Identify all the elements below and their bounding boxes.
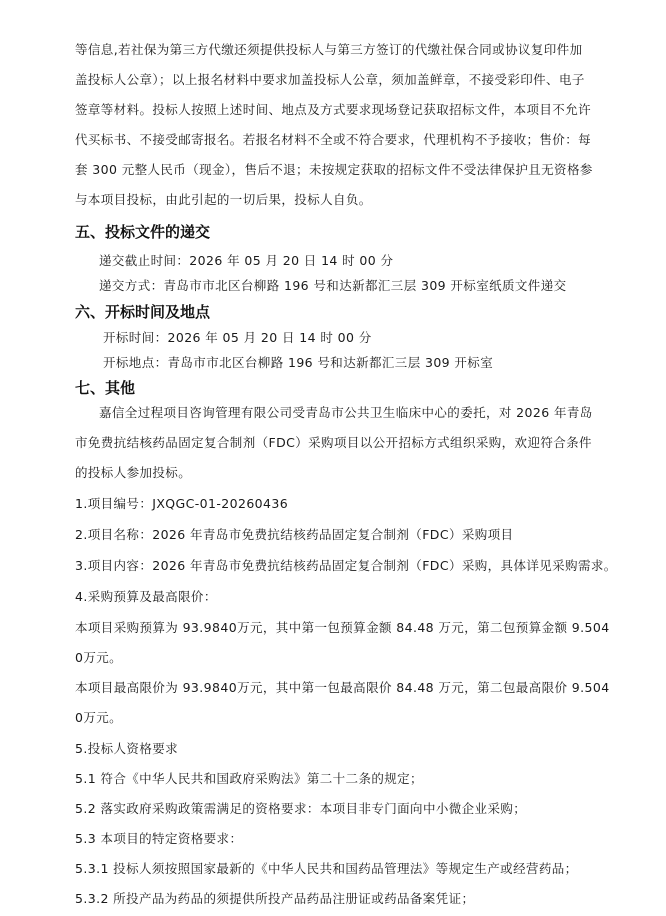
text-line: 的投标人参加投标。 xyxy=(75,465,192,480)
text-line: 代买标书、不接受邮寄报名。若报名材料不全或不符合要求，代理机构不予接收；售价：每 xyxy=(75,132,592,147)
text-line: 盖投标人公章）；以上报名材料中要求加盖投标人公章，须加盖鲜章，不接受彩印件、电子 xyxy=(75,72,585,87)
text-line: 开标地点：青岛市市北区台柳路 196 号和达新都汇三层 309 开标室 xyxy=(103,355,494,370)
list-item: 5.2 落实政府采购政策需满足的资格要求：本项目非专门面向中小微企业采购； xyxy=(75,801,527,816)
list-item: 本项目最高限价为 93.9840万元，其中第一包最高限价 84.48 万元，第二包最高限价 9.504 xyxy=(75,680,610,695)
list-item: 5.3.2 所投产品为药品的须提供所投产品药品注册证或药品备案凭证； xyxy=(75,891,475,906)
section-heading: 七、其他 xyxy=(75,379,136,397)
text-line: 与本项目投标，由此引起的一切后果，投标人自负。 xyxy=(75,192,372,207)
list-item: 5.1 符合《中华人民共和国政府采购法》第二十二条的规定； xyxy=(75,771,423,786)
list-item: 2.项目名称：2026 年青岛市免费抗结核药品固定复合制剂（FDC）采购项目 xyxy=(75,527,514,542)
section-heading: 五、投标文件的递交 xyxy=(75,223,211,241)
list-item: 1.项目编号：JXQGC-01-20260436 xyxy=(75,496,289,511)
list-item: 5.3 本项目的特定资格要求： xyxy=(75,831,243,846)
list-item: 5.投标人资格要求 xyxy=(75,741,179,756)
text-line: 签章等材料。投标人按照上述时间、地点及方式要求现场登记获取招标文件，本项目不允许 xyxy=(75,102,592,117)
list-item: 0万元。 xyxy=(75,710,123,725)
text-line: 递交截止时间：2026 年 05 月 20 日 14 时 00 分 xyxy=(99,253,394,268)
text-line: 等信息,若社保为第三方代缴还须提供投标人与第三方签订的代缴社保合同或协议复印件加 xyxy=(75,42,583,57)
list-item: 4.采购预算及最高限价： xyxy=(75,589,217,604)
text-line: 市免费抗结核药品固定复合制剂（FDC）采购项目以公开招标方式组织采购，欢迎符合条件 xyxy=(75,435,592,450)
section-heading: 六、开标时间及地点 xyxy=(75,303,211,321)
text-line: 嘉信全过程项目咨询管理有限公司受青岛市公共卫生临床中心的委托，对 2026 年青岛 xyxy=(99,405,593,420)
list-item: 3.项目内容：2026 年青岛市免费抗结核药品固定复合制剂（FDC）采购，具体详见采购需求。 xyxy=(75,558,617,573)
text-line: 开标时间：2026 年 05 月 20 日 14 时 00 分 xyxy=(103,330,372,345)
list-item: 0万元。 xyxy=(75,650,123,665)
list-item: 本项目采购预算为 93.9840万元，其中第一包预算金额 84.48 万元，第二包预算金额 9.504 xyxy=(75,620,610,635)
text-line: 套 300 元整人民币（现金），售后不退；未按规定获取的招标文件不受法律保护且无资格参 xyxy=(75,162,593,177)
text-line: 递交方式：青岛市市北区台柳路 196 号和达新都汇三层 309 开标室纸质文件递交 xyxy=(99,278,567,293)
list-item: 5.3.1 投标人须按照国家最新的《中华人民共和国药品管理法》等规定生产或经营药品； xyxy=(75,861,578,876)
